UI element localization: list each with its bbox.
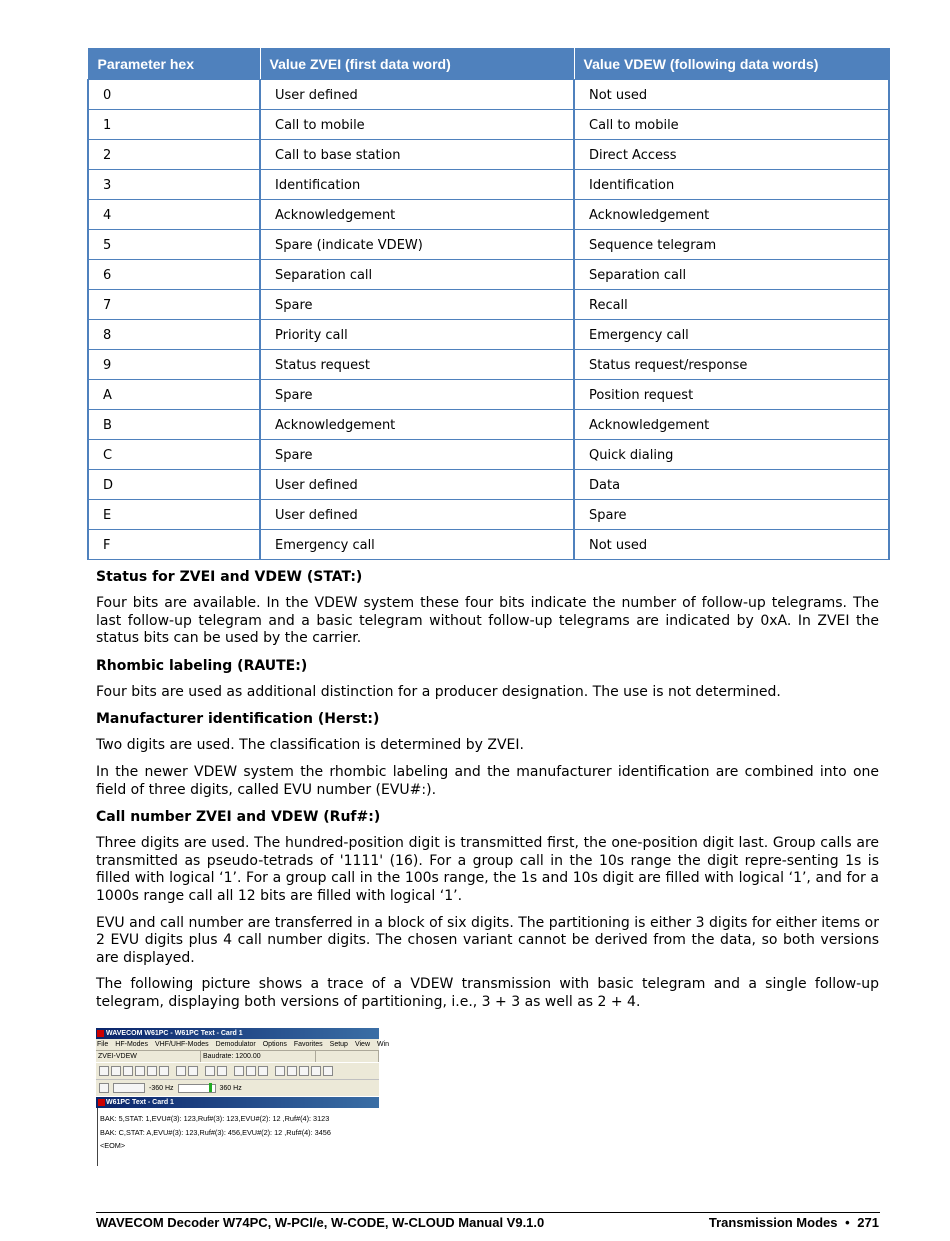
find-icon[interactable] bbox=[188, 1066, 198, 1076]
cell-value-zvei: Identification bbox=[260, 170, 574, 200]
freq-low-label: -360 Hz bbox=[149, 1084, 174, 1092]
cell-parameter-hex: 5 bbox=[88, 230, 260, 260]
table-row bbox=[88, 200, 889, 230]
cell-parameter-hex: 8 bbox=[88, 320, 260, 350]
menu-bar bbox=[96, 1039, 390, 1050]
body-text bbox=[96, 568, 879, 1012]
rhombic-heading: Rhombic labeling (RAUTE:) bbox=[96, 657, 308, 674]
table-row bbox=[88, 320, 889, 350]
cell-value-zvei: User defined bbox=[260, 500, 574, 530]
decoder-screenshot bbox=[96, 1028, 390, 1162]
decoded-line: BAK: 5,STAT: 1,EVU#(3): 123,Ruf#(3): 123,EVU#(2): 12 ,Ruf#(4): 3123 bbox=[100, 1114, 330, 1123]
cell-value-vdew: Call to mobile bbox=[574, 110, 889, 140]
cell-parameter-hex: 2 bbox=[88, 140, 260, 170]
cell-parameter-hex: C bbox=[88, 440, 260, 470]
footer-page-info bbox=[709, 1215, 879, 1230]
cell-value-vdew: Status request/response bbox=[574, 350, 889, 380]
mode-label: ZVEI-VDEW bbox=[96, 1051, 201, 1062]
menu-item[interactable]: View bbox=[354, 1041, 370, 1048]
cell-value-vdew: Separation call bbox=[574, 260, 889, 290]
table-row bbox=[88, 170, 889, 200]
cell-parameter-hex: 4 bbox=[88, 200, 260, 230]
table-header-row bbox=[88, 49, 889, 80]
window-titlebar bbox=[96, 1028, 379, 1039]
forward-icon[interactable] bbox=[258, 1066, 268, 1076]
save-icon[interactable] bbox=[123, 1066, 133, 1076]
header-value-vdew: Value VDEW (following data words) bbox=[574, 49, 889, 80]
tune-icon[interactable] bbox=[99, 1083, 109, 1093]
cell-value-zvei: Call to base station bbox=[260, 140, 574, 170]
parameter-table bbox=[87, 48, 890, 560]
decoded-text-area bbox=[97, 1108, 379, 1166]
cell-value-zvei: Priority call bbox=[260, 320, 574, 350]
cell-parameter-hex: B bbox=[88, 410, 260, 440]
menu-item[interactable]: Win bbox=[377, 1041, 390, 1048]
view-icon[interactable] bbox=[275, 1066, 285, 1076]
header-parameter-hex: Parameter hex bbox=[88, 49, 260, 80]
table-row bbox=[88, 230, 889, 260]
cell-value-vdew: Emergency call bbox=[574, 320, 889, 350]
status-paragraph: Four bits are available. In the VDEW system these four bits indicate the number of follow-up telegrams. The last follow-up telegram and a basic telegram without follow-up telegrams are indicated by 0xA. In ZVEI the status bits can be used by the carrier. bbox=[96, 595, 879, 647]
footer-manual-title: WAVECOM Decoder W74PC, W-PCI/e, W-CODE, W-CLOUD Manual V9.1.0 bbox=[96, 1215, 545, 1230]
cell-value-zvei: Spare bbox=[260, 380, 574, 410]
table-row bbox=[88, 350, 889, 380]
footer-section: Transmission Modes bbox=[708, 1215, 838, 1230]
rhombic-paragraph: Four bits are used as additional distinction for a producer designation. The use is not determined. bbox=[96, 683, 781, 700]
decoded-line: <EOM> bbox=[100, 1141, 126, 1150]
table-row bbox=[88, 140, 889, 170]
mode-status-row bbox=[96, 1050, 379, 1062]
cell-value-zvei: Spare bbox=[260, 290, 574, 320]
table-row bbox=[88, 80, 889, 110]
scope-icon[interactable] bbox=[299, 1066, 309, 1076]
text-window-icon bbox=[98, 1099, 105, 1106]
cell-parameter-hex: 0 bbox=[88, 80, 260, 110]
waterfall-icon[interactable] bbox=[323, 1066, 333, 1076]
binoculars-icon[interactable] bbox=[176, 1066, 186, 1076]
menu-item[interactable]: VHF/UHF-Modes bbox=[154, 1041, 209, 1048]
cell-parameter-hex: E bbox=[88, 500, 260, 530]
cell-value-zvei: Spare bbox=[260, 440, 574, 470]
context-help-icon[interactable] bbox=[217, 1066, 227, 1076]
table-row bbox=[88, 290, 889, 320]
cell-value-vdew: Acknowledgement bbox=[574, 410, 889, 440]
callnumber-paragraph-3: The following picture shows a trace of a VDEW transmission with basic telegram and a single follow-up telegram, displaying both versions of partitioning, i.e., 3 + 3 as well as 2 + 4. bbox=[96, 976, 879, 1010]
cell-parameter-hex: 1 bbox=[88, 110, 260, 140]
header-value-zvei: Value ZVEI (first data word) bbox=[260, 49, 574, 80]
main-toolbar bbox=[96, 1062, 379, 1079]
footer-bullet: • bbox=[845, 1215, 850, 1230]
app-icon bbox=[97, 1030, 104, 1037]
cell-value-zvei: Spare (indicate VDEW) bbox=[260, 230, 574, 260]
status-heading: Status for ZVEI and VDEW (STAT:) bbox=[96, 569, 363, 585]
table-row bbox=[88, 530, 889, 560]
menu-item[interactable]: File bbox=[97, 1041, 109, 1048]
table-row bbox=[88, 260, 889, 290]
table-row bbox=[88, 410, 889, 440]
table-row bbox=[88, 470, 889, 500]
footer-page-number: 271 bbox=[857, 1215, 879, 1230]
new-icon[interactable] bbox=[99, 1066, 109, 1076]
cell-value-zvei: User defined bbox=[260, 470, 574, 500]
cell-value-zvei: Acknowledgement bbox=[260, 200, 574, 230]
manufacturer-heading: Manufacturer identification (Herst:) bbox=[96, 711, 380, 728]
cell-value-zvei: Call to mobile bbox=[260, 110, 574, 140]
cell-value-zvei: Separation call bbox=[260, 260, 574, 290]
cell-parameter-hex: 6 bbox=[88, 260, 260, 290]
spectrum-icon[interactable] bbox=[311, 1066, 321, 1076]
table-row bbox=[88, 110, 889, 140]
cell-parameter-hex: 3 bbox=[88, 170, 260, 200]
status-empty-cell bbox=[316, 1051, 379, 1062]
callnumber-paragraph-1: Three digits are used. The hundred-position digit is transmitted first, the one-position digit last. Group calls are transmitted as pseudo-tetrads of '1111' (16). For a group call in the 10s range the digit repre-senting 1s is filled with logical ‘1’. For a group call in the 100s range, the 1s and 10s digit are filled with logical ‘1’, and for a 1000s range call all 12 bits are filled with logical ‘1’. bbox=[96, 835, 879, 904]
cell-value-zvei: Status request bbox=[260, 350, 574, 380]
text-window-title: W61PC Text - Card 1 bbox=[106, 1099, 174, 1106]
text-window-titlebar bbox=[96, 1097, 379, 1108]
manufacturer-paragraph-2: In the newer VDEW system the rhombic labeling and the manufacturer identification are combined into one field of three digits, called EVU number (EVU#:). bbox=[96, 763, 879, 798]
cell-value-vdew: Sequence telegram bbox=[574, 230, 889, 260]
cell-value-vdew: Position request bbox=[574, 380, 889, 410]
open-icon[interactable] bbox=[111, 1066, 121, 1076]
print-preview-icon[interactable] bbox=[159, 1066, 169, 1076]
table-body bbox=[88, 80, 889, 560]
freq-high-label: 360 Hz bbox=[219, 1084, 242, 1092]
print-icon[interactable] bbox=[147, 1066, 157, 1076]
cell-value-vdew: Direct Access bbox=[574, 140, 889, 170]
display-icon[interactable] bbox=[287, 1066, 297, 1076]
tuning-toolbar bbox=[96, 1079, 379, 1096]
help-icon[interactable] bbox=[205, 1066, 215, 1076]
cell-value-vdew: Recall bbox=[574, 290, 889, 320]
redo-icon[interactable] bbox=[246, 1066, 256, 1076]
manufacturer-paragraph-1: Two digits are used. The classification is determined by ZVEI. bbox=[96, 737, 524, 754]
menu-item[interactable]: Demodulator bbox=[215, 1041, 256, 1048]
undo-icon[interactable] bbox=[234, 1066, 244, 1076]
cell-value-vdew: Identification bbox=[574, 170, 889, 200]
callnumber-heading: Call number ZVEI and VDEW (Ruf#:) bbox=[96, 809, 381, 826]
cell-value-zvei: Acknowledgement bbox=[260, 410, 574, 440]
table-row bbox=[88, 500, 889, 530]
copy-icon[interactable] bbox=[135, 1066, 145, 1076]
cell-parameter-hex: A bbox=[88, 380, 260, 410]
cell-value-zvei: User defined bbox=[260, 80, 574, 110]
cell-parameter-hex: 9 bbox=[88, 350, 260, 380]
menu-item[interactable]: Options bbox=[262, 1041, 287, 1048]
window-title: WAVECOM W61PC - W61PC Text - Card 1 bbox=[106, 1030, 243, 1037]
menu-item[interactable]: Favorites bbox=[293, 1041, 323, 1048]
table-row bbox=[88, 380, 889, 410]
footer-rule bbox=[96, 1212, 880, 1213]
cell-value-vdew: Quick dialing bbox=[574, 440, 889, 470]
cell-parameter-hex: D bbox=[88, 470, 260, 500]
cell-value-zvei: Emergency call bbox=[260, 530, 574, 560]
cell-value-vdew: Data bbox=[574, 470, 889, 500]
cell-value-vdew: Spare bbox=[574, 500, 889, 530]
signal-bar-icon bbox=[113, 1083, 145, 1093]
table-row bbox=[88, 440, 889, 470]
baudrate-label: Baudrate: 1200.00 bbox=[201, 1051, 316, 1062]
cell-value-vdew: Acknowledgement bbox=[574, 200, 889, 230]
frequency-slider[interactable] bbox=[178, 1084, 216, 1093]
menu-item[interactable]: HF-Modes bbox=[115, 1041, 148, 1048]
cell-value-vdew: Not used bbox=[574, 80, 889, 110]
cell-value-vdew: Not used bbox=[574, 530, 889, 560]
decoded-line: BAK: C,STAT: A,EVU#(3): 123,Ruf#(3): 456,EVU#(2): 12 ,Ruf#(4): 3456 bbox=[100, 1127, 331, 1137]
callnumber-paragraph-2: EVU and call number are transferred in a block of six digits. The partitioning is either 3 digits for either items or 2 EVU digits plus 4 call number digits. The chosen variant cannot be derived from the data, so both versions are displayed. bbox=[96, 914, 879, 966]
cell-parameter-hex: F bbox=[88, 530, 260, 560]
cell-parameter-hex: 7 bbox=[88, 290, 260, 320]
menu-item[interactable]: Setup bbox=[329, 1041, 348, 1048]
